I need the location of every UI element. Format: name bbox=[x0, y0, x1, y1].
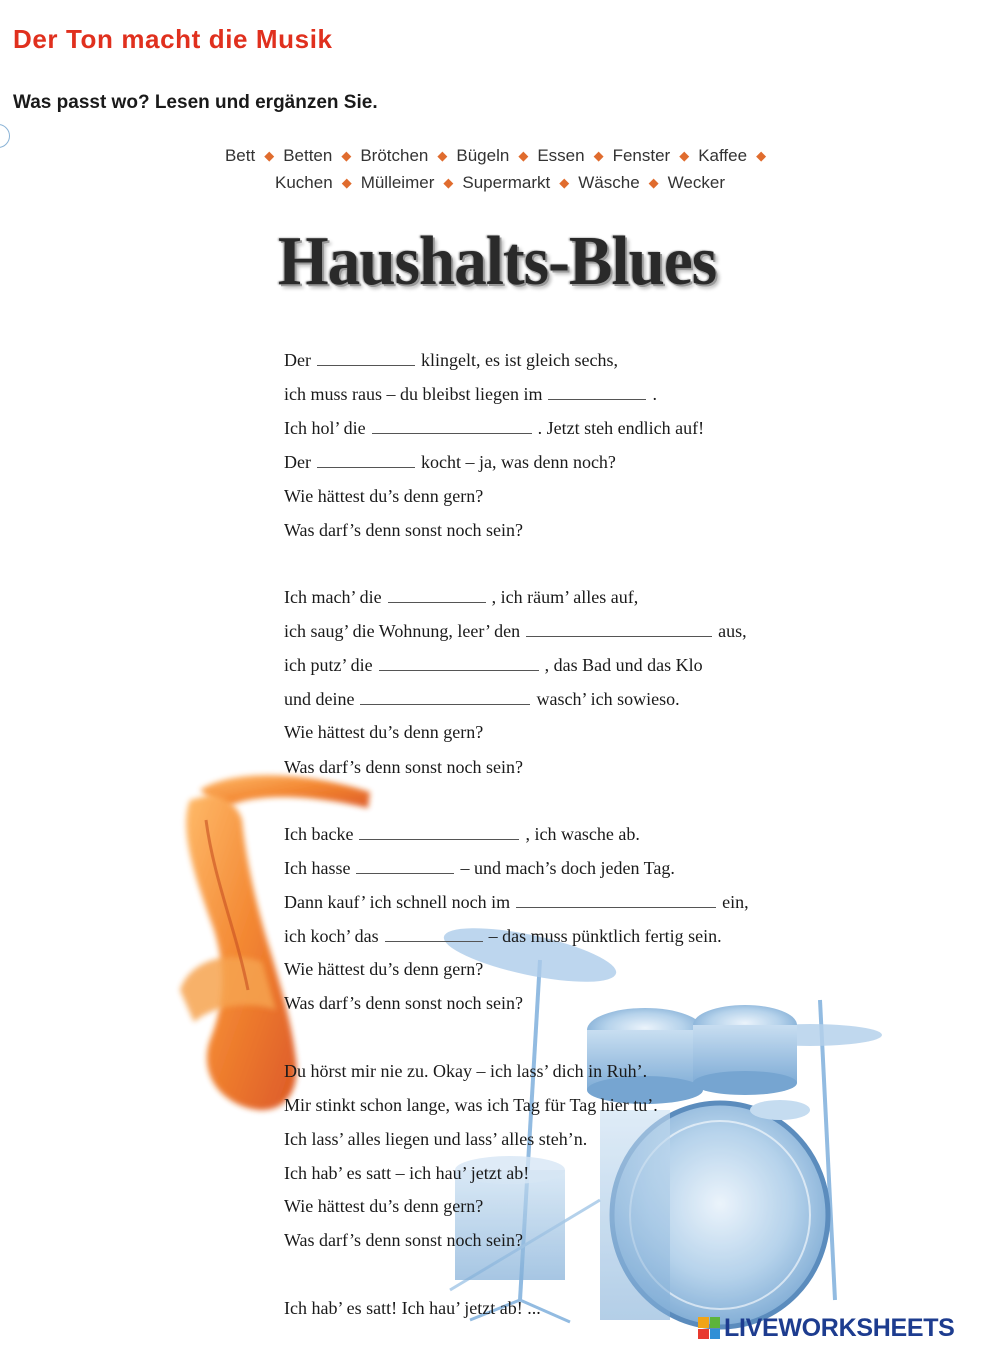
word-bank-word: Supermarkt bbox=[462, 173, 551, 192]
word-bank bbox=[150, 143, 850, 197]
gap-input[interactable] bbox=[317, 351, 415, 366]
diamond-icon: ◆ bbox=[341, 148, 352, 163]
gap-input[interactable] bbox=[516, 893, 716, 908]
lyric-line: Ich lass’ alles liegen und lass’ alles steh’n. bbox=[284, 1129, 588, 1149]
diamond-icon: ◆ bbox=[679, 148, 690, 163]
lyric-text: Ich backe bbox=[284, 824, 354, 844]
diamond-icon: ◆ bbox=[437, 148, 448, 163]
word-bank-word: Essen bbox=[537, 146, 585, 165]
lyric-text: Dann kauf’ ich schnell noch im bbox=[284, 892, 511, 912]
lyric-text: . Jetzt steh endlich auf! bbox=[537, 418, 705, 438]
lyric-line: Was darf’s denn sonst noch sein? bbox=[284, 520, 523, 540]
lyric-text: wasch’ ich sowieso. bbox=[536, 689, 680, 709]
lyric-text: , das Bad und das Klo bbox=[544, 655, 703, 675]
gap-input[interactable] bbox=[548, 385, 646, 400]
lyric-line: Wie hättest du’s denn gern? bbox=[284, 722, 484, 742]
word-bank-word: Brötchen bbox=[360, 146, 429, 165]
gap-input[interactable] bbox=[317, 453, 415, 468]
lyric-text: Der bbox=[284, 452, 311, 472]
word-bank-word: Fenster bbox=[612, 146, 671, 165]
lyric-text: Ich mach’ die bbox=[284, 587, 382, 607]
diamond-icon: ◆ bbox=[593, 148, 604, 163]
gap-input[interactable] bbox=[356, 859, 454, 874]
gap-input[interactable] bbox=[360, 690, 530, 705]
page-title: Der Ton macht die Musik bbox=[13, 24, 333, 54]
diamond-icon: ◆ bbox=[648, 175, 659, 190]
liveworksheets-wordmark: LIVEWORKSHEETS bbox=[724, 1313, 955, 1342]
lyric-text: , ich wasche ab. bbox=[525, 824, 640, 844]
lyric-line: Wie hättest du’s denn gern? bbox=[284, 959, 484, 979]
lyric-line bbox=[284, 857, 675, 879]
lyric-line: Wie hättest du’s denn gern? bbox=[284, 486, 484, 506]
lyric-text: Der bbox=[284, 350, 311, 370]
lyric-line bbox=[284, 417, 704, 439]
lyric-line bbox=[284, 586, 638, 608]
lyric-line bbox=[284, 451, 616, 473]
gap-input[interactable] bbox=[379, 656, 539, 671]
diamond-icon: ◆ bbox=[264, 148, 275, 163]
lyric-line: Ich hab’ es satt – ich hau’ jetzt ab! bbox=[284, 1163, 530, 1183]
lyric-line bbox=[284, 383, 657, 405]
lyric-text: klingelt, es ist gleich sechs, bbox=[420, 350, 618, 370]
song-title: Haushalts-Blues bbox=[278, 223, 717, 300]
diamond-icon: ◆ bbox=[518, 148, 529, 163]
gap-input[interactable] bbox=[372, 419, 532, 434]
liveworksheets-icon bbox=[698, 1317, 720, 1339]
lyric-line: Du hörst mir nie zu. Okay – ich lass’ dich in Ruh’. bbox=[284, 1061, 648, 1081]
diamond-icon: ◆ bbox=[341, 175, 352, 190]
word-bank-line bbox=[150, 170, 850, 197]
lyric-text: und deine bbox=[284, 689, 355, 709]
lyric-line bbox=[284, 688, 680, 710]
word-bank-word: Betten bbox=[283, 146, 333, 165]
word-bank-word: Mülleimer bbox=[360, 173, 435, 192]
diamond-icon: ◆ bbox=[443, 175, 454, 190]
lyric-line bbox=[284, 823, 640, 845]
lyric-line bbox=[284, 620, 747, 642]
lyric-text: ich putz’ die bbox=[284, 655, 373, 675]
lyric-text: ich muss raus – du bleibst liegen im bbox=[284, 384, 543, 404]
lyric-text: Ich hol’ die bbox=[284, 418, 366, 438]
lyric-text: , ich räum’ alles auf, bbox=[491, 587, 639, 607]
word-bank-word: Wäsche bbox=[578, 173, 640, 192]
word-bank-word: Bügeln bbox=[456, 146, 510, 165]
lyric-text: Ich hasse bbox=[284, 858, 351, 878]
instruction-text: Was passt wo? Lesen und ergänzen Sie. bbox=[13, 92, 378, 113]
lyric-text: – und mach’s doch jeden Tag. bbox=[460, 858, 675, 878]
lyric-line: Was darf’s denn sonst noch sein? bbox=[284, 1230, 523, 1250]
gap-input[interactable] bbox=[385, 927, 483, 942]
diamond-icon: ◆ bbox=[559, 175, 570, 190]
lyric-text: ich saug’ die Wohnung, leer’ den bbox=[284, 621, 521, 641]
closing-line: Ich hab’ es satt! Ich hau’ jetzt ab! ... bbox=[284, 1298, 541, 1318]
lyric-text: ich koch’ das bbox=[284, 926, 379, 946]
lyric-line bbox=[284, 891, 749, 913]
lyric-line: Was darf’s denn sonst noch sein? bbox=[284, 993, 523, 1013]
diamond-icon: ◆ bbox=[756, 148, 767, 163]
lyric-text: kocht – ja, was denn noch? bbox=[420, 452, 616, 472]
word-bank-word: Wecker bbox=[667, 173, 725, 192]
gap-input[interactable] bbox=[359, 825, 519, 840]
lyric-line bbox=[284, 349, 618, 371]
word-bank-word: Bett bbox=[224, 146, 256, 165]
word-bank-line bbox=[150, 143, 850, 170]
lyric-line: Wie hättest du’s denn gern? bbox=[284, 1196, 484, 1216]
liveworksheets-logo[interactable] bbox=[698, 1314, 955, 1342]
word-bank-word: Kaffee bbox=[698, 146, 748, 165]
lyric-text: ein, bbox=[722, 892, 749, 912]
lyric-line bbox=[284, 654, 703, 676]
gap-input[interactable] bbox=[526, 622, 712, 637]
gap-input[interactable] bbox=[388, 588, 486, 603]
lyric-text: aus, bbox=[718, 621, 747, 641]
lyric-text: . bbox=[652, 384, 657, 404]
word-bank-word: Kuchen bbox=[275, 173, 333, 192]
lyric-text: – das muss pünktlich fertig sein. bbox=[488, 926, 722, 946]
lyric-line bbox=[284, 925, 722, 947]
lyric-line: Was darf’s denn sonst noch sein? bbox=[284, 757, 523, 777]
drum-kit-illustration bbox=[440, 917, 882, 1327]
lyric-line: Mir stinkt schon lange, was ich Tag für Tag hier tu’. bbox=[284, 1095, 658, 1115]
